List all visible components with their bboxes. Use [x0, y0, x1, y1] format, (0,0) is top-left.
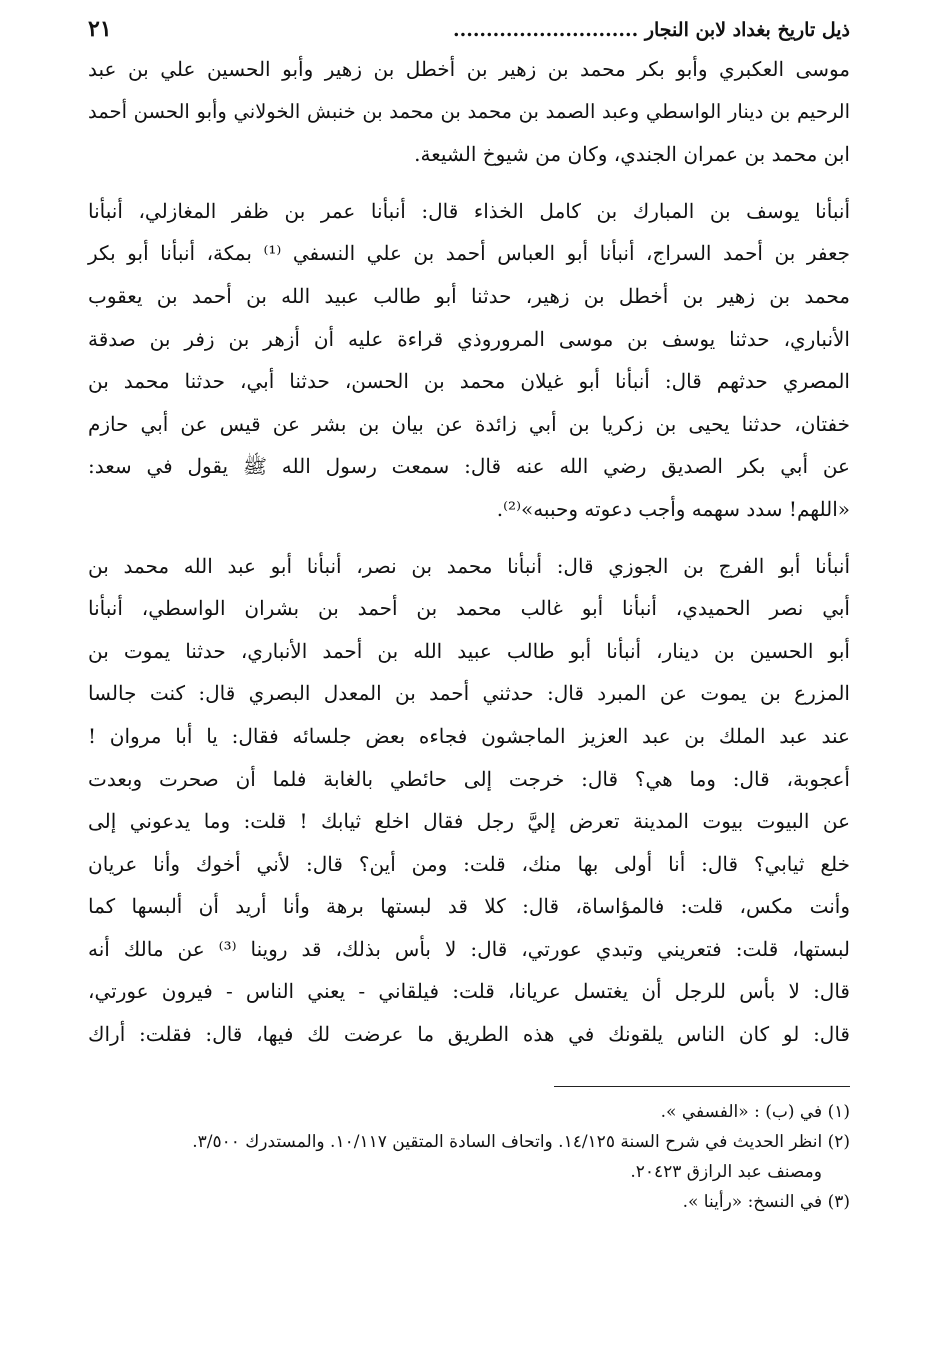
text-line: أبو الحسين بن دينار، أنبأنا أبو طالب عبيد الله بن أحمد الأنباري، حدثنا يموت بن: [88, 638, 850, 663]
paragraph-2: [88, 190, 850, 531]
text-line: ابن محمد بن عمران الجندي، وكان من شيوخ الشيعة.: [414, 142, 850, 167]
text-line: خفتان، حدثنا يحيى بن زكريا بن أبي زائدة عن بيان بن بشر عن قيس عن أبي حازم: [88, 411, 850, 436]
text-line: «اللهم! سدد سهمه وأجب دعوته وحببه»⁽²⁾.: [496, 496, 850, 521]
footnote-2-continued: ومصنف عبد الرازق ٢٠٤٢٣.: [630, 1161, 822, 1182]
header-title: ذيل تاريخ بغداد لابن النجار: [644, 19, 850, 41]
text-line: لبستها، قلت: فتعريني وتبدي عورتي، قال: لا بأس بذلك، قد روينا ⁽³⁾ عن مالك أنه: [88, 936, 850, 961]
text-line: وأنت مكس، قلت: فالمؤاساة، قال: كلا قد لبستها برهة وأنا أريد أن ألبسها كما: [88, 894, 850, 919]
paragraph-gap: [88, 531, 850, 545]
text-line: الأنباري، حدثنا يوسف بن موسى المروروذي قراءة عليه أن أزهر بن زفر بن صدقة: [88, 326, 850, 351]
text-line: المزرع بن يموت عن المبرد قال: حدثني أحمد بن المعدل البصري قال: كنت جالسا: [88, 681, 850, 706]
text-line: أنبأنا أبو الفرج بن الجوزي قال: أنبأنا محمد بن نصر، أنبأنا أبو عبد الله محمد بن: [88, 553, 850, 578]
text-line: قال: لو كان الناس يلقونك في هذه الطريق ما عرضت لك فيها، قال: فقلت: أراك: [88, 1022, 850, 1047]
text-line: جعفر بن أحمد السراج، أنبأنا أبو العباس أحمد بن علي النسفي ⁽¹⁾ بمكة، أنبأنا أبو بكر: [88, 241, 850, 266]
text-line: عند عبد الملك بن عبد العزيز الماجشون فجاءه بعض جلسائه فقال: يا أبا مروان !: [88, 723, 850, 748]
text-line: الرحيم بن دينار الواسطي وعبد الصمد بن محمد بن محمد بن خنبش الخولاني وأبو الحسن أحمد: [88, 99, 850, 123]
page-number: ٢١: [88, 16, 112, 42]
paragraph-1: [88, 48, 850, 176]
text-line: أنبأنا يوسف بن المبارك بن كامل الخذاء قال: أنبأنا عمر بن ظفر المغازلي، أنبأنا: [88, 198, 850, 223]
text-line: عن البيوت بيوت المدينة تعرض إليَّ رجل فقال اخلع ثيابك ! قلت: وما يدعوني إلى: [88, 809, 850, 834]
footnote-1: (١) في (ب) : «الفسفي ».: [660, 1101, 850, 1122]
header-title-group: [453, 15, 850, 45]
paragraph-gap: [88, 176, 850, 190]
text-line: قال: لا بأس للرجل أن يغتسل عريانا، قلت: فيلقاني - يعني الناس - فيرون عورتي،: [88, 979, 850, 1004]
text-line: عن أبي بكر الصديق رضي الله عنه قال: سمعت رسول الله ﷺ يقول في سعد:: [88, 454, 850, 479]
text-line: محمد بن زهير بن أخطل بن زهير، حدثنا أبو طالب عبيد الله بن أحمد بن يعقوب: [88, 283, 851, 308]
text-line: المصري حدثهم قال: أنبأنا أبو غيلان محمد بن الحسن، حدثنا أبي، حدثنا محمد بن: [88, 369, 850, 394]
footnote-divider: [554, 1086, 850, 1087]
running-header: [88, 14, 850, 44]
footnote-2: (٢) انظر الحديث في شرح السنة ١٤/١٢٥. واتحاف السادة المتقين ١٠/١١٧. والمستدرك ٣/٥٠٠.: [192, 1131, 850, 1152]
text-line: موسى العكبري وأبو بكر محمد بن زهير بن أخطل بن زهير وأبو الحسين علي بن عبد: [88, 57, 850, 81]
header-dots: ............................: [452, 19, 639, 41]
text-line: أعجوبة، قال: وما هي؟ قال: خرجت إلى حائطي بالغابة فلما أن صحرت وبعدت: [88, 766, 850, 791]
footnotes: [88, 1097, 850, 1217]
book-page: [88, 14, 850, 1217]
paragraph-3: [88, 545, 850, 1056]
text-line: أبي نصر الحميدي، أنبأنا أبو غالب محمد بن أحمد بن بشران الواسطي، أنبأنا: [88, 596, 850, 621]
footnote-3: (٣) في النسخ: «رأينا ».: [682, 1191, 850, 1212]
text-line: خلع ثيابي؟ قال: أنا أولى بها منك، قلت: ومن أين؟ قال: لأني أخوك وأنا عريان: [88, 851, 850, 876]
